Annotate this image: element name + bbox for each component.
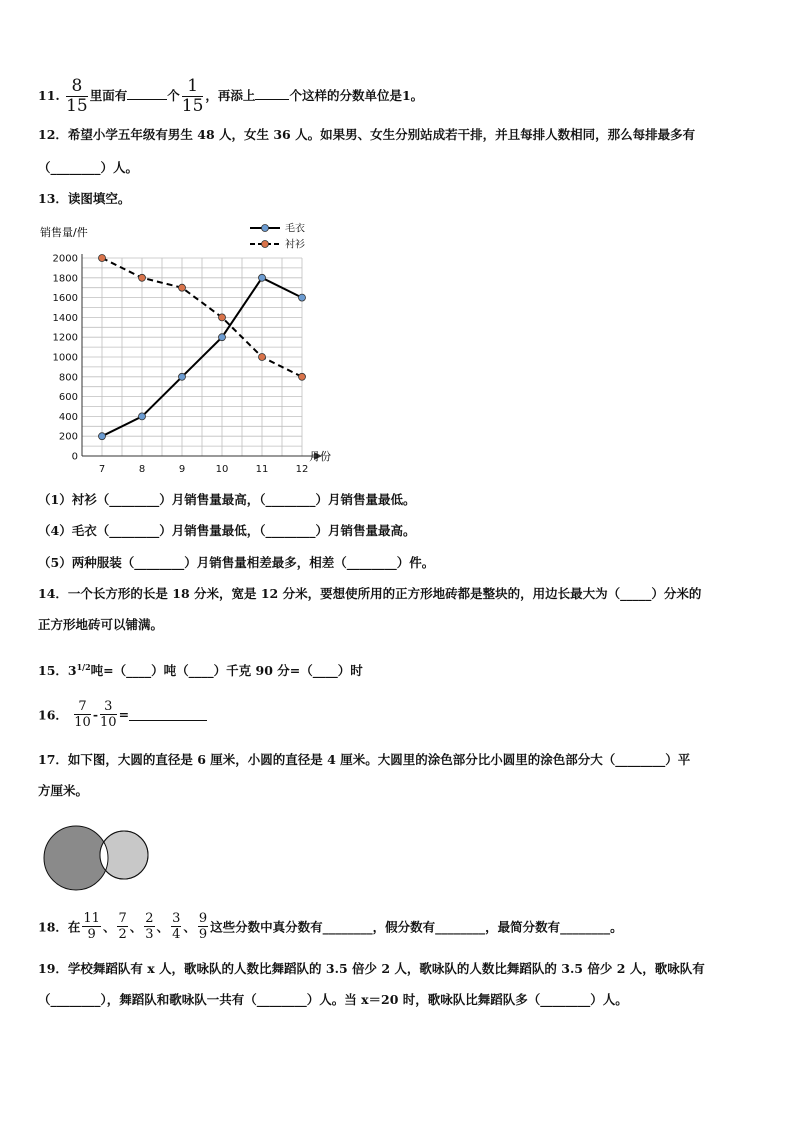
y-tick-label: 400 xyxy=(58,411,78,423)
y-tick-label: 1600 xyxy=(52,293,78,305)
legend-marker xyxy=(262,241,269,248)
fraction-11-9: $\frac{11}{9}$ xyxy=(83,911,100,942)
x-tick-label: 7 xyxy=(98,464,106,475)
y-tick-label: 1200 xyxy=(52,332,78,344)
data-point xyxy=(259,354,266,361)
fraction-2-3: $\frac{2}{3}$ xyxy=(145,911,154,942)
big-circle xyxy=(44,826,108,890)
y-tick-label: 1800 xyxy=(52,273,78,285)
question-13-sub4: （4）毛衣（________）月销售量最低，（________）月销售量最高。 xyxy=(38,523,416,538)
question-19-line1: 19．学校舞蹈队有 x 人，歌咏队的人数比舞蹈队的 3.5 倍少 2 人，歌咏队的人数比舞蹈队的 3.5 倍少 2 人，歌咏队有 xyxy=(38,961,705,976)
question-13-sub1: （1）衬衫（________）月销售量最高，（________）月销售量最低。 xyxy=(38,492,416,507)
legend-label: 衬衫 xyxy=(285,239,305,251)
fraction-3-4: $\frac{3}{4}$ xyxy=(172,911,181,942)
fraction-3-10: $\frac{3}{10}$ xyxy=(100,699,117,730)
y-tick-label: 800 xyxy=(58,372,78,384)
x-tick-label: 10 xyxy=(215,464,229,475)
data-point xyxy=(259,274,266,281)
chart-grid xyxy=(82,258,302,456)
separator: 、 xyxy=(156,919,170,935)
data-point xyxy=(179,373,186,380)
fraction-1-15: $\frac{1}{15}$ xyxy=(181,76,204,116)
answer-blank[interactable] xyxy=(129,708,207,721)
separator: 、 xyxy=(129,919,143,935)
data-point xyxy=(299,294,306,301)
data-point xyxy=(99,255,106,262)
question-14-line2: 正方形地砖可以铺满。 xyxy=(38,617,164,632)
data-point xyxy=(99,433,106,440)
fraction-7-10: $\frac{7}{10}$ xyxy=(74,699,91,730)
question-12-line1: 12．希望小学五年级有男生 48 人，女生 36 人。如果男、女生分别站成若干排，并且每排人数相同，那么每排最多有 xyxy=(38,127,696,142)
question-11: 11. $\frac{8}{15}$ 里面有 个 $\frac{1}{15}$ ，再添上 个这样的分数单位是1。 xyxy=(38,76,424,116)
separator: 、 xyxy=(102,919,116,935)
chart-y-label: 销售量/件 xyxy=(40,226,88,239)
question-14-line1: 14．一个长方形的长是 18 分米，宽是 12 分米，要想使所用的正方形地砖都是整块的，用边长最大为（_____）分米的 xyxy=(38,586,702,601)
question-13-sub5: （5）两种服装（________）月销售量相差最多，相差（________）件。 xyxy=(38,555,435,570)
chart-y-ticks xyxy=(53,254,78,463)
data-point xyxy=(299,373,306,380)
x-tick-label: 12 xyxy=(295,464,309,475)
question-19-line2: （________），舞蹈队和歌咏队一共有（________）人。当 x＝20 时，歌咏队比舞蹈队多（________）人。 xyxy=(38,992,628,1007)
chart-x-label: 月份 xyxy=(309,450,331,463)
question-12-line2: （________）人。 xyxy=(38,160,139,175)
chart-x-ticks xyxy=(99,464,309,475)
question-17-line1: 17．如下图，大圆的直径是 6 厘米，小圆的直径是 4 厘米。大圆里的涂色部分比小圆里的涂色部分大（________）平 xyxy=(38,752,691,767)
question-13-title: 13．读图填空。 xyxy=(38,191,131,206)
data-point xyxy=(219,314,226,321)
chart-legend xyxy=(250,222,305,251)
answer-blank[interactable] xyxy=(255,87,289,100)
data-point xyxy=(179,284,186,291)
data-point xyxy=(219,334,226,341)
separator: 、 xyxy=(183,919,196,935)
y-tick-label: 600 xyxy=(58,392,78,404)
legend-marker xyxy=(262,225,269,232)
mixed-fraction-part: 1/2 xyxy=(76,661,91,672)
y-tick-label: 1400 xyxy=(52,312,78,324)
x-tick-label: 9 xyxy=(178,464,186,475)
y-tick-label: 200 xyxy=(58,431,78,443)
question-17-line2: 方厘米。 xyxy=(38,783,89,798)
question-16: 16． $\frac{7}{10}$ - $\frac{3}{10}$ = xyxy=(38,700,207,729)
question-15: 15．$3^{1/2}$吨=（____）吨（____）千克 90 分=（____）时 xyxy=(38,661,363,678)
fraction-9-9: $\frac{9}{9}$ xyxy=(198,911,208,942)
data-point xyxy=(139,274,146,281)
x-tick-label: 8 xyxy=(138,464,146,475)
fraction-7-2: $\frac{7}{2}$ xyxy=(118,911,127,942)
y-tick-label: 1000 xyxy=(52,352,78,364)
y-tick-label: 2000 xyxy=(52,253,78,265)
question-18: 18．在 $\frac{11}{9}$ 、 $\frac{7}{2}$ 、 $\frac{2}{3}$ 、 $\frac{3}{4}$ 、 $\frac{9}{9}$ 这些分数中真分数有________，假分数有________，最简分数有________。 xyxy=(38,911,623,942)
data-point xyxy=(139,413,146,420)
sales-line-chart xyxy=(38,218,348,475)
fraction-8-15: $\frac{8}{15}$ xyxy=(66,76,88,116)
x-tick-label: 11 xyxy=(255,464,269,475)
two-circles-figure xyxy=(40,825,160,895)
y-tick-label: 0 xyxy=(71,451,78,463)
fraction-list xyxy=(80,911,210,942)
legend-label: 毛衣 xyxy=(285,223,305,235)
answer-blank[interactable] xyxy=(127,87,167,100)
